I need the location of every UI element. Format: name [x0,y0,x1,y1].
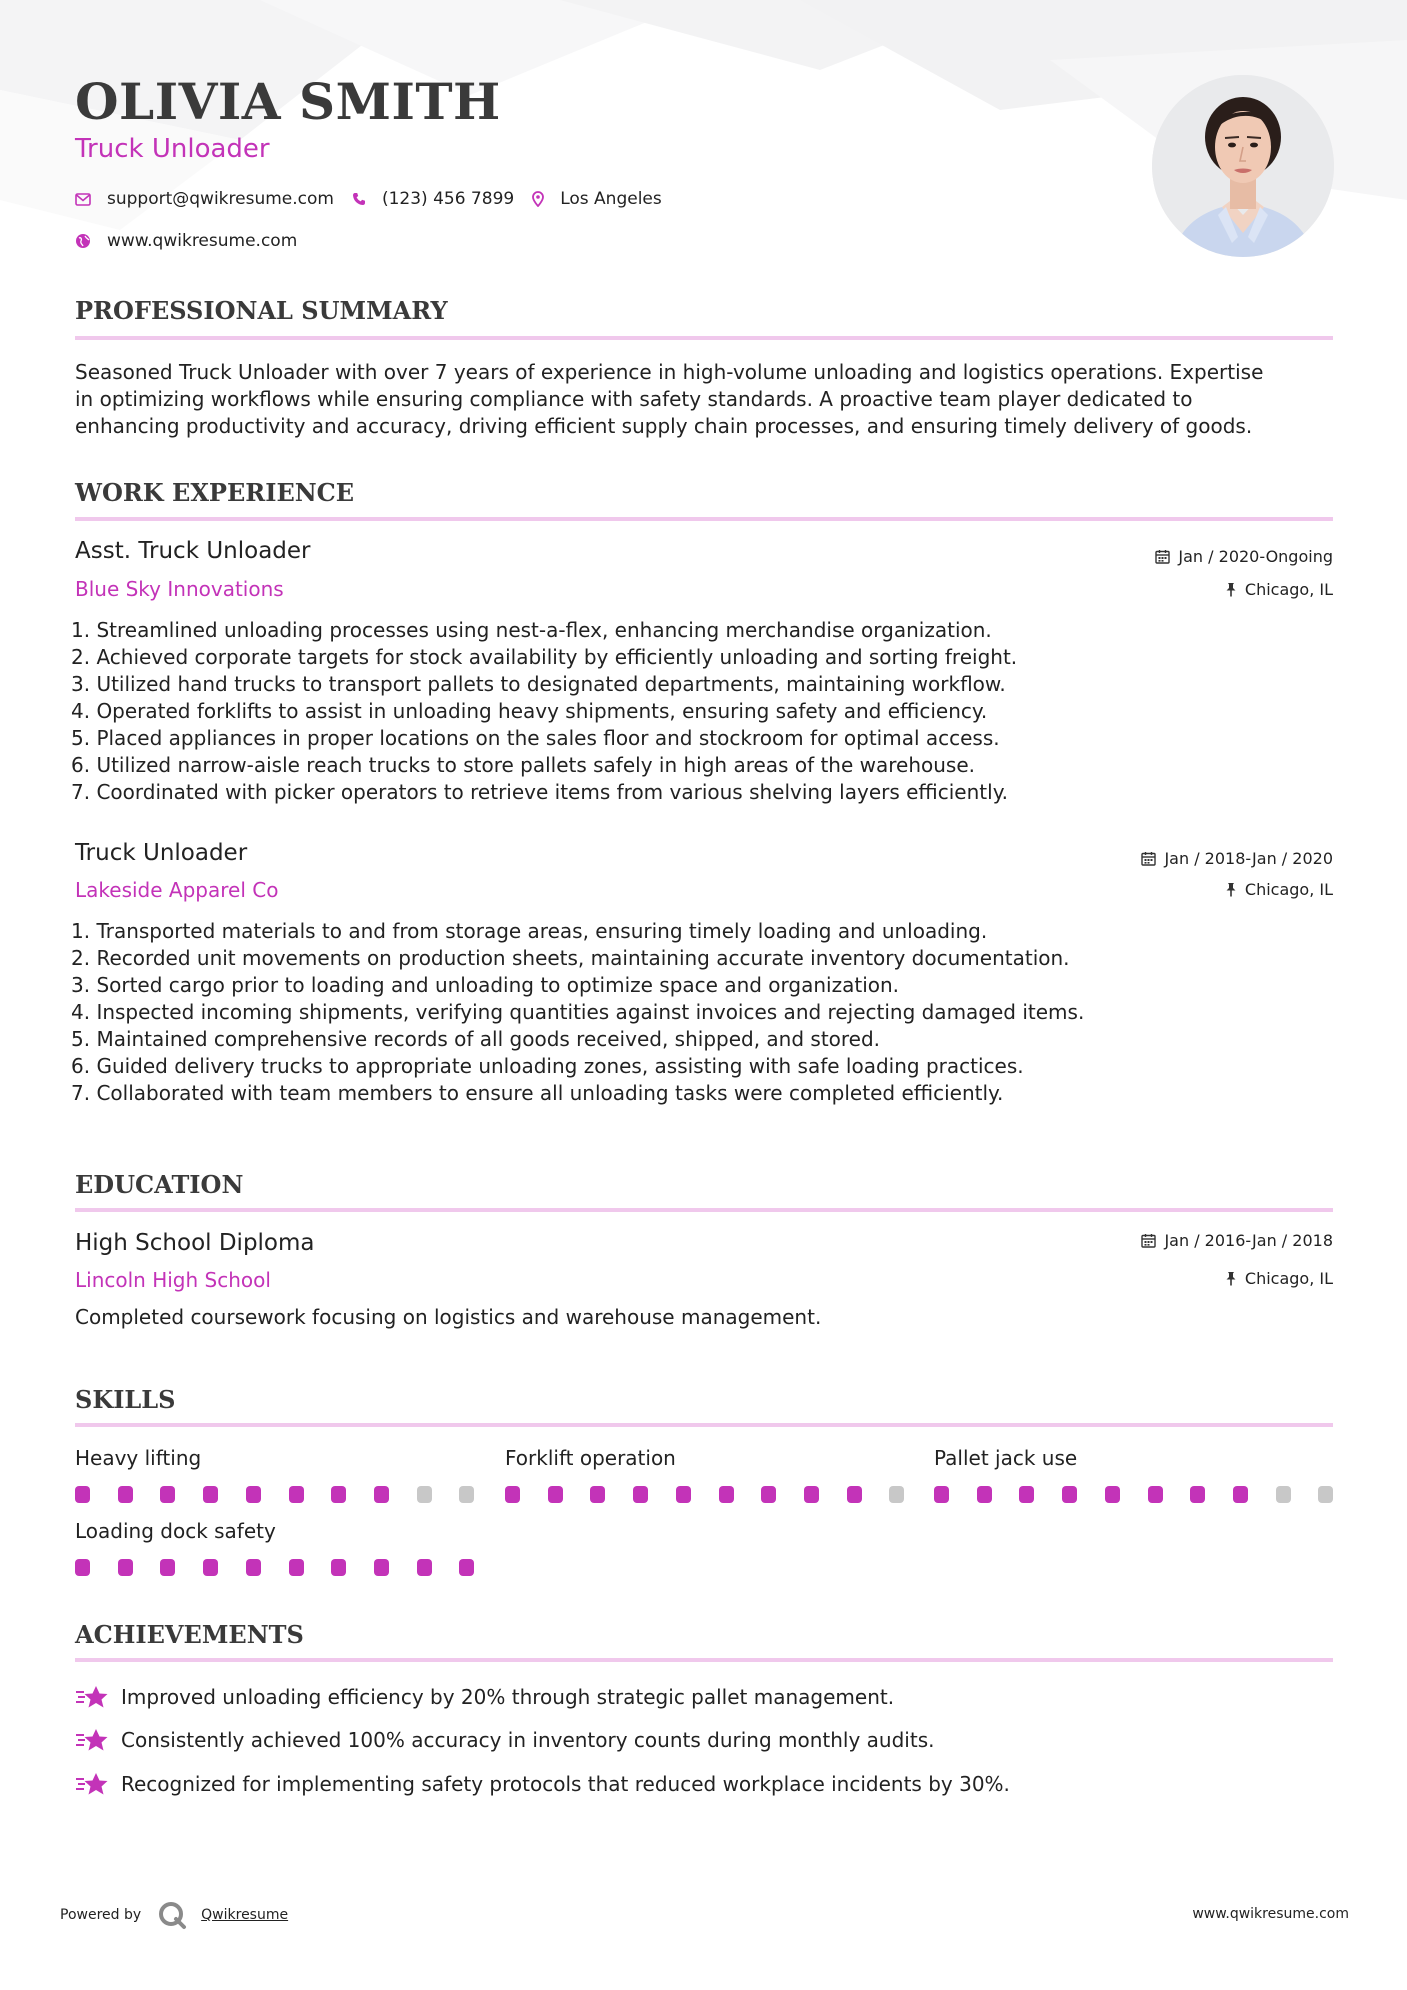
experience-divider [75,517,1333,521]
education-location-text: Chicago, IL [1244,1269,1333,1288]
education-divider [75,1208,1333,1212]
education-school: Lincoln High School [75,1268,271,1292]
skill-dot-filled [847,1486,862,1503]
location-text: Los Angeles [560,189,662,209]
summary-line: Seasoned Truck Unloader with over 7 years of experience in high-volume unloading and logistics operations. Expertise [75,360,1264,384]
skill-level-dots [934,1486,1334,1503]
skill-dot-empty [889,1486,904,1503]
achievement-text: Recognized for implementing safety protocols that reduced workplace incidents by 30%. [121,1772,1010,1796]
contact-row-website [75,229,315,253]
star-icon [75,1684,109,1710]
achievement-item [75,1771,1010,1797]
summary-heading: PROFESSIONAL SUMMARY [75,296,448,325]
candidate-title: Truck Unloader [75,134,270,164]
skill-item [934,1444,1334,1472]
experience-heading: WORK EXPERIENCE [75,478,355,507]
job-title: Asst. Truck Unloader [75,538,311,564]
education-description: Completed coursework focusing on logistics and warehouse management. [75,1305,822,1329]
list-item: 2. Recorded unit movements on production sheets, maintaining accurate inventory documentation. [71,946,1070,970]
skill-level-dots [75,1486,475,1503]
skill-dot-filled [761,1486,776,1503]
pushpin-icon [1225,882,1237,897]
job-location-text: Chicago, IL [1244,580,1333,599]
job-location-text: Chicago, IL [1244,880,1333,899]
contact-website[interactable] [75,231,297,251]
skill-dot-filled [505,1486,520,1503]
skill-level-dots [75,1559,475,1576]
calendar-icon [1141,1233,1156,1248]
skill-dot-filled [1148,1486,1163,1503]
skill-dot-filled [203,1486,218,1503]
skill-dot-filled [75,1559,90,1576]
job-title: Truck Unloader [75,840,248,866]
achievement-text: Improved unloading efficiency by 20% through strategic pallet management. [121,1685,895,1709]
star-icon [75,1727,109,1753]
skill-dot-filled [934,1486,949,1503]
skill-name: Forklift operation [505,1446,676,1470]
skill-dot-filled [331,1486,346,1503]
skills-divider [75,1423,1333,1427]
skill-dot-filled [289,1559,304,1576]
portrait-illustration [1152,75,1334,257]
skill-dot-filled [203,1559,218,1576]
skill-level-dots [505,1486,905,1503]
education-location [1225,1269,1333,1288]
footer-powered-by [60,1900,288,1930]
website-text: www.qwikresume.com [107,231,298,251]
pushpin-icon [1225,1271,1237,1286]
achievements-divider [75,1658,1333,1662]
skills-heading: SKILLS [75,1385,176,1414]
list-item: 7. Collaborated with team members to ensure all unloading tasks were completed efficiently. [71,1081,1004,1105]
list-item: 4. Operated forklifts to assist in unloading heavy shipments, ensuring safety and efficiency. [71,699,988,723]
summary-divider [75,336,1333,340]
skill-name: Loading dock safety [75,1519,276,1543]
globe-icon [75,233,91,249]
summary-line: in optimizing workflows while ensuring compliance with safety standards. A proactive team player dedicated to [75,387,1193,411]
list-item: 1. Streamlined unloading processes using nest-a-flex, enhancing merchandise organization. [71,618,992,642]
job-responsibilities [71,918,1333,1107]
achievement-item [75,1727,934,1753]
skill-dot-filled [1062,1486,1077,1503]
skill-dot-empty [417,1486,432,1503]
summary-text [75,359,1333,440]
contact-location [532,189,662,209]
skill-dot-filled [246,1559,261,1576]
profile-photo [1152,75,1334,257]
star-icon [75,1771,109,1797]
job-location [1225,580,1333,599]
contact-phone[interactable] [352,189,514,209]
contact-row [75,187,680,211]
achievement-text: Consistently achieved 100% accuracy in inventory counts during monthly audits. [121,1728,935,1752]
skill-dot-empty [1318,1486,1333,1503]
list-item: 6. Guided delivery trucks to appropriate unloading zones, assisting with safe loading practices. [71,1054,1024,1078]
skill-dot-filled [246,1486,261,1503]
skill-dot-filled [374,1486,389,1503]
skill-dot-filled [118,1559,133,1576]
education-dates-text: Jan / 2016-Jan / 2018 [1164,1231,1333,1250]
phone-icon [352,192,366,206]
list-item: 6. Utilized narrow-aisle reach trucks to store pallets safely in high areas of the warehouse. [71,753,976,777]
skill-dot-filled [676,1486,691,1503]
skill-dot-filled [977,1486,992,1503]
skill-dot-filled [459,1559,474,1576]
calendar-icon [1141,851,1156,866]
skill-dot-filled [804,1486,819,1503]
skill-dot-filled [374,1559,389,1576]
skill-item [75,1444,475,1472]
footer-website[interactable]: www.qwikresume.com [1192,1906,1349,1922]
map-pin-icon [532,191,544,207]
skill-dot-filled [548,1486,563,1503]
qwikresume-logo-icon [157,1900,187,1930]
job-company: Blue Sky Innovations [75,577,284,601]
skill-dot-filled [1190,1486,1205,1503]
list-item: 1. Transported materials to and from storage areas, ensuring timely loading and unloading. [71,919,988,943]
list-item: 3. Utilized hand trucks to transport pallets to designated departments, maintaining workflow. [71,672,1006,696]
list-item: 3. Sorted cargo prior to loading and unloading to optimize space and organization. [71,973,900,997]
phone-text: (123) 456 7899 [381,189,515,209]
education-degree: High School Diploma [75,1230,315,1256]
pushpin-icon [1225,582,1237,597]
skill-dot-filled [719,1486,734,1503]
envelope-icon [75,193,91,206]
skill-item [505,1444,905,1472]
skill-item [75,1517,475,1545]
skill-dot-filled [160,1486,175,1503]
job-dates-text: Jan / 2018-Jan / 2020 [1164,849,1333,868]
skill-dot-empty [459,1486,474,1503]
education-dates [1141,1231,1333,1250]
skill-dot-filled [160,1559,175,1576]
skill-dot-filled [1233,1486,1248,1503]
list-item: 2. Achieved corporate targets for stock availability by efficiently unloading and sorting freight. [71,645,1018,669]
qwikresume-link[interactable]: Qwikresume [201,1907,289,1923]
list-item: 5. Placed appliances in proper locations on the sales floor and stockroom for optimal access. [71,726,1000,750]
list-item: 7. Coordinated with picker operators to retrieve items from various shelving layers efficiently. [71,780,1009,804]
skill-dot-filled [75,1486,90,1503]
list-item: 5. Maintained comprehensive records of all goods received, shipped, and stored. [71,1027,881,1051]
skill-name: Heavy lifting [75,1446,202,1470]
skill-dot-filled [331,1559,346,1576]
job-company: Lakeside Apparel Co [75,878,279,902]
job-dates-text: Jan / 2020-Ongoing [1178,547,1333,566]
job-location [1225,880,1333,899]
job-dates [1155,547,1333,566]
skill-dot-filled [118,1486,133,1503]
achievement-item [75,1684,894,1710]
candidate-name: OLIVIA SMITH [75,72,501,131]
list-item: 4. Inspected incoming shipments, verifying quantities against invoices and rejecting damaged items. [71,1000,1085,1024]
skill-dot-filled [1105,1486,1120,1503]
powered-by-label: Powered by [60,1907,142,1923]
summary-line: enhancing productivity and accuracy, driving efficient supply chain processes, and ensuring timely delivery of goods. [75,414,1253,438]
skill-dot-filled [1019,1486,1034,1503]
contact-email[interactable] [75,189,334,209]
skill-dot-filled [633,1486,648,1503]
education-heading: EDUCATION [75,1170,244,1199]
job-dates [1141,849,1333,868]
skill-dot-filled [590,1486,605,1503]
job-responsibilities [71,617,1333,806]
skill-dot-empty [1276,1486,1291,1503]
calendar-icon [1155,549,1170,564]
achievements-heading: ACHIEVEMENTS [75,1620,304,1649]
skill-dot-filled [289,1486,304,1503]
skill-name: Pallet jack use [934,1446,1078,1470]
skill-dot-filled [417,1559,432,1576]
email-text: support@qwikresume.com [107,189,334,209]
